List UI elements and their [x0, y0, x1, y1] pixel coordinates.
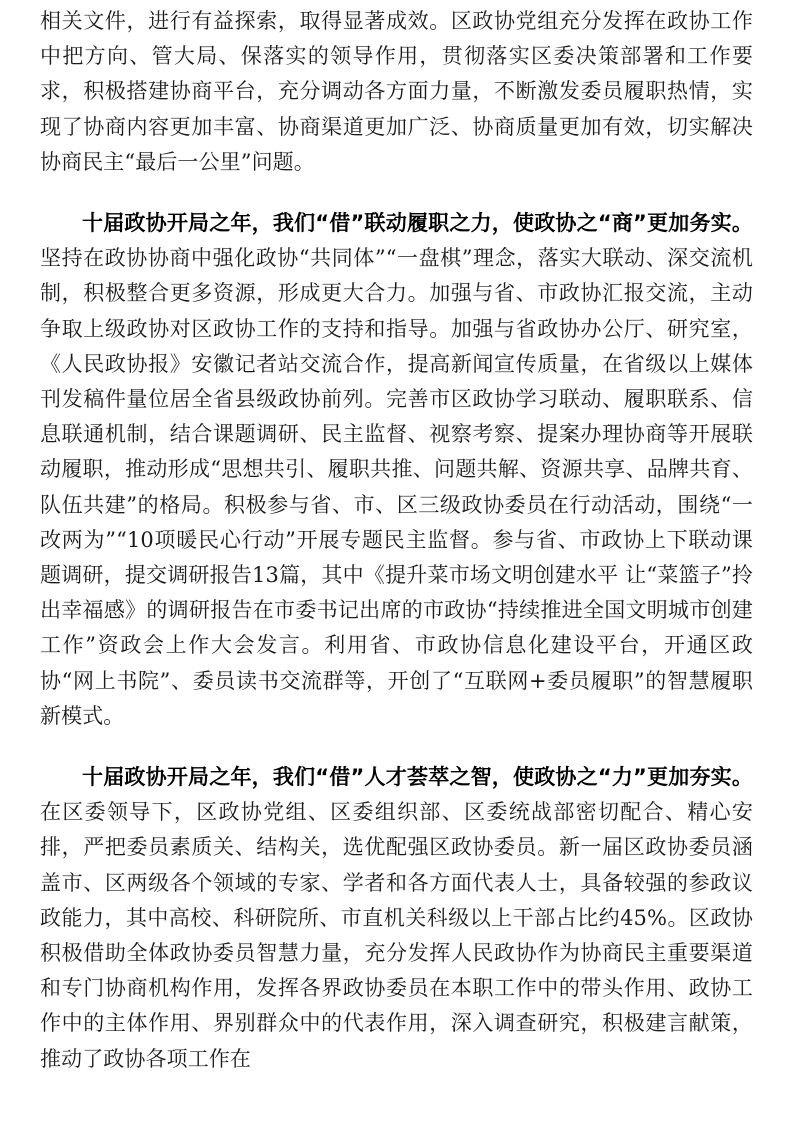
paragraph-talent	[40, 760, 753, 1077]
paragraph-gap	[40, 734, 753, 760]
paragraph-gap	[40, 180, 753, 206]
paragraph-text: 在区委领导下，区政协党组、区委组织部、区委统战部密切配合、精心安排，严把委员素质关、结构关，选优配强区政协委员。新一届区政协委员涵盖市、区两级各个领域的专家、学者和各方面代表人士，具备较强的参政议政能力，其中高校、科研院所、市直机关科级以上干部占比约45%。区政协积极借助全体政协委员智慧力量，充分发挥人民政协作为协商民主重要渠道和专门协商机构作用，发挥各界政协委员在本职工作中的带头作用、政协工作中的主体作用、界别群众中的代表作用，深入调查研究，积极建言献策，推动了政协各项工作在	[40, 800, 753, 1071]
paragraph-lead-heading: 十届政协开局之年，我们“借”联动履职之力，使政协之“商”更加务实。	[82, 211, 753, 236]
paragraph-text: 坚持在政协协商中强化政协“共同体”“一盘棋”理念，落实大联动、深交流机制，积极整合更多资源，形成更大合力。加强与省、市政协汇报交流，主动争取上级政协对区政协工作的支持和指导。加强与省政协办公厅、研究室，《人民政协报》安徽记者站交流合作，提高新闻宣传质量，在省级以上媒体刊发稿件量位居全省县级政协前列。完善市区政协学习联动、履职联系、信息联通机制，结合课题调研、民主监督、视察考察、提案办理协商等开展联动履职，推动形成“思想共引、履职共推、问题共解、资源共享、品牌共育、队伍共建”的格局。积极参与省、市、区三级政协委员在行动活动，围绕“一改两为”“10项暖民心行动”开展专题民主监督。参与省、市政协上下联动课题调研，提交调研报告13篇，其中《提升菜市场文明创建水平 让“菜篮子”拎出幸福感》的调研报告在市委书记出席的市政协“持续推进全国文明城市创建工作”资政会上作大会发言。利用省、市政协信息化建设平台，开通区政协“网上书院”、委员读书交流群等，开创了“互联网+委员履职”的智慧履职新模式。	[40, 246, 753, 728]
paragraph-continued	[40, 4, 753, 180]
paragraph-linkage	[40, 206, 753, 734]
document-body	[40, 4, 753, 1077]
paragraph-text: 相关文件，进行有益探索，取得显著成效。区政协党组充分发挥在政协工作中把方向、管大局、保落实的领导作用，贯彻落实区委决策部署和工作要求，积极搭建协商平台，充分调动各方面力量，不断激发委员履职热情，实现了协商内容更加丰富、协商渠道更加广泛、协商质量更加有效，切实解决协商民主“最后一公里”问题。	[40, 9, 753, 174]
paragraph-lead-heading: 十届政协开局之年，我们“借”人才荟萃之智，使政协之“力”更加夯实。	[82, 765, 753, 790]
